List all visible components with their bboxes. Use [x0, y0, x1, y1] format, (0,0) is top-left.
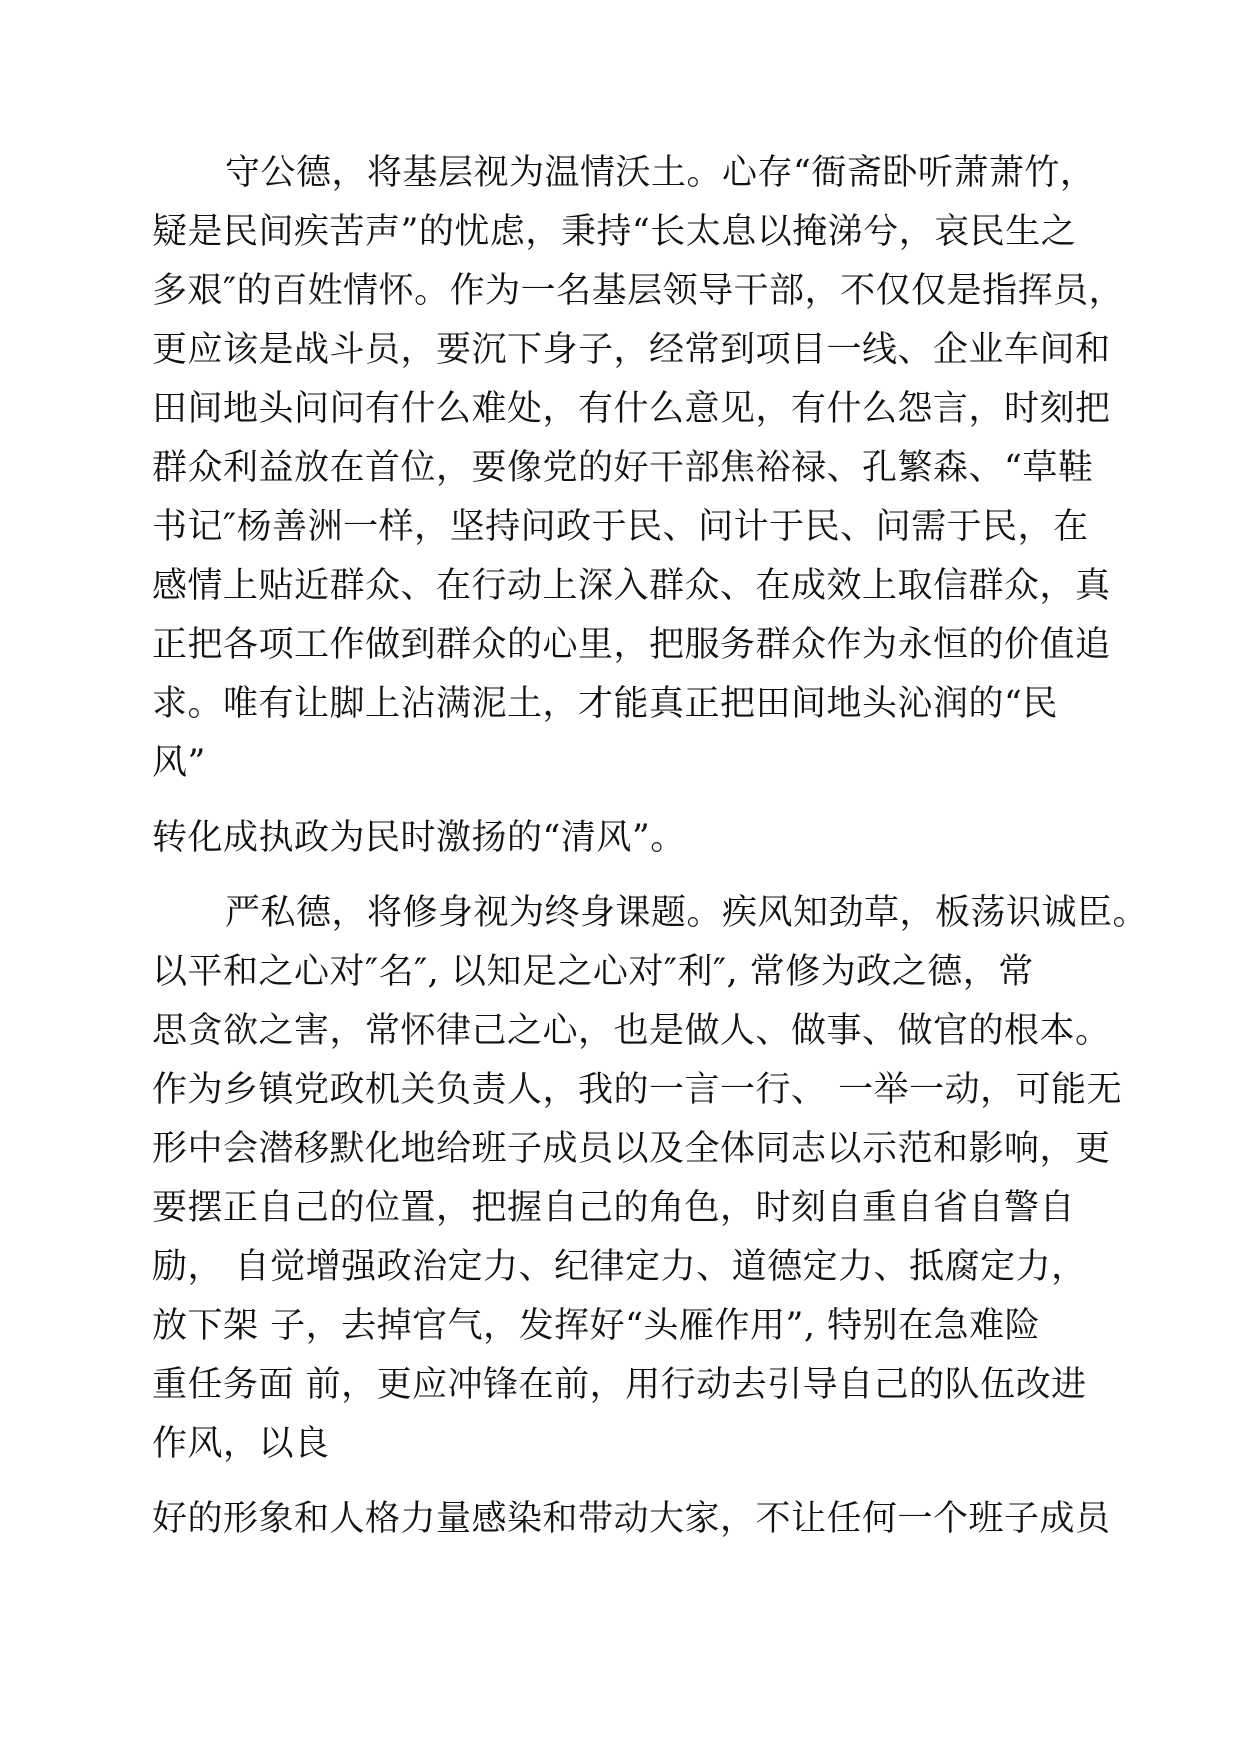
- paragraph-1-line-6: 群众利益放在首位，要像党的好干部焦裕禄、孔繁森、“草鞋: [152, 448, 1094, 488]
- paragraph-3-line-6: 要摆正自己的位置，把握自己的角色，时刻自重自省自警自: [152, 1188, 1076, 1228]
- paragraph-1-line-8: 感情上贴近群众、在行动上深入群众、在成效上取信群众，真: [152, 566, 1111, 606]
- paragraph-1-line-4: 更应该是战斗员，要沉下身子，经常到项目一线、企业车间和: [152, 330, 1111, 370]
- paragraph-1-line-11: 风”: [152, 743, 206, 783]
- paragraph-3-line-9: 重任务面 前，更应冲锋在前，用行动去引导自己的队伍改进: [152, 1365, 1087, 1405]
- paragraph-1-line-1: 守公德，将基层视为温情沃土。心存“衙斋卧听萧萧竹，: [225, 153, 1096, 193]
- paragraph-1-line-9: 正把各项工作做到群众的心里，把服务群众作为永恒的价值追: [152, 625, 1111, 665]
- paragraph-3-line-5: 形中会潜移默化地给班子成员以及全体同志以示范和影响，更: [152, 1129, 1111, 1169]
- paragraph-3-line-1: 严私德，将修身视为终身课题。疾风知劲草，板荡识诚臣。: [225, 893, 1149, 933]
- paragraph-3-line-10: 作风，以良: [152, 1424, 330, 1464]
- paragraph-1-line-5: 田间地头问问有什么难处，有什么意见，有什么怨言，时刻把: [152, 389, 1111, 429]
- paragraph-3-line-4: 作为乡镇党政机关负责人，我的一言一行、 一举一动，可能无: [152, 1070, 1123, 1110]
- paragraph-3-line-2: 以平和之心对″名″, 以知足之心对″利″, 常修为政之德，常: [152, 952, 1034, 992]
- paragraph-1-line-10: 求。唯有让脚上沾满泥土，才能真正把田间地头沁润的“民: [152, 684, 1058, 724]
- paragraph-3-line-8: 放下架 子，去掉官气，发挥好“头雁作用”, 特别在急难险: [152, 1306, 1041, 1346]
- paragraph-2-line-1: 转化成执政为民时激扬的“清风”。: [152, 818, 686, 858]
- paragraph-3-line-3: 思贪欲之害，常怀律己之心，也是做人、做事、做官的根本。: [152, 1011, 1111, 1051]
- paragraph-1-line-3: 多艰″的百姓情怀。作为一名基层领导干部，不仅仅是指挥员，: [152, 271, 1125, 311]
- paragraph-1-line-2: 疑是民间疾苦声”的忧虑，秉持“长太息以掩涕兮，哀民生之: [152, 212, 1077, 252]
- paragraph-4-line-1: 好的形象和人格力量感染和带动大家，不让任何一个班子成员: [152, 1499, 1111, 1539]
- paragraph-3-line-7: 励， 自觉增强政治定力、纪律定力、道德定力、抵腐定力，: [152, 1247, 1087, 1287]
- paragraph-1-line-7: 书记″杨善洲一样，坚持问政于民、问计于民、问需于民，在: [152, 507, 1089, 547]
